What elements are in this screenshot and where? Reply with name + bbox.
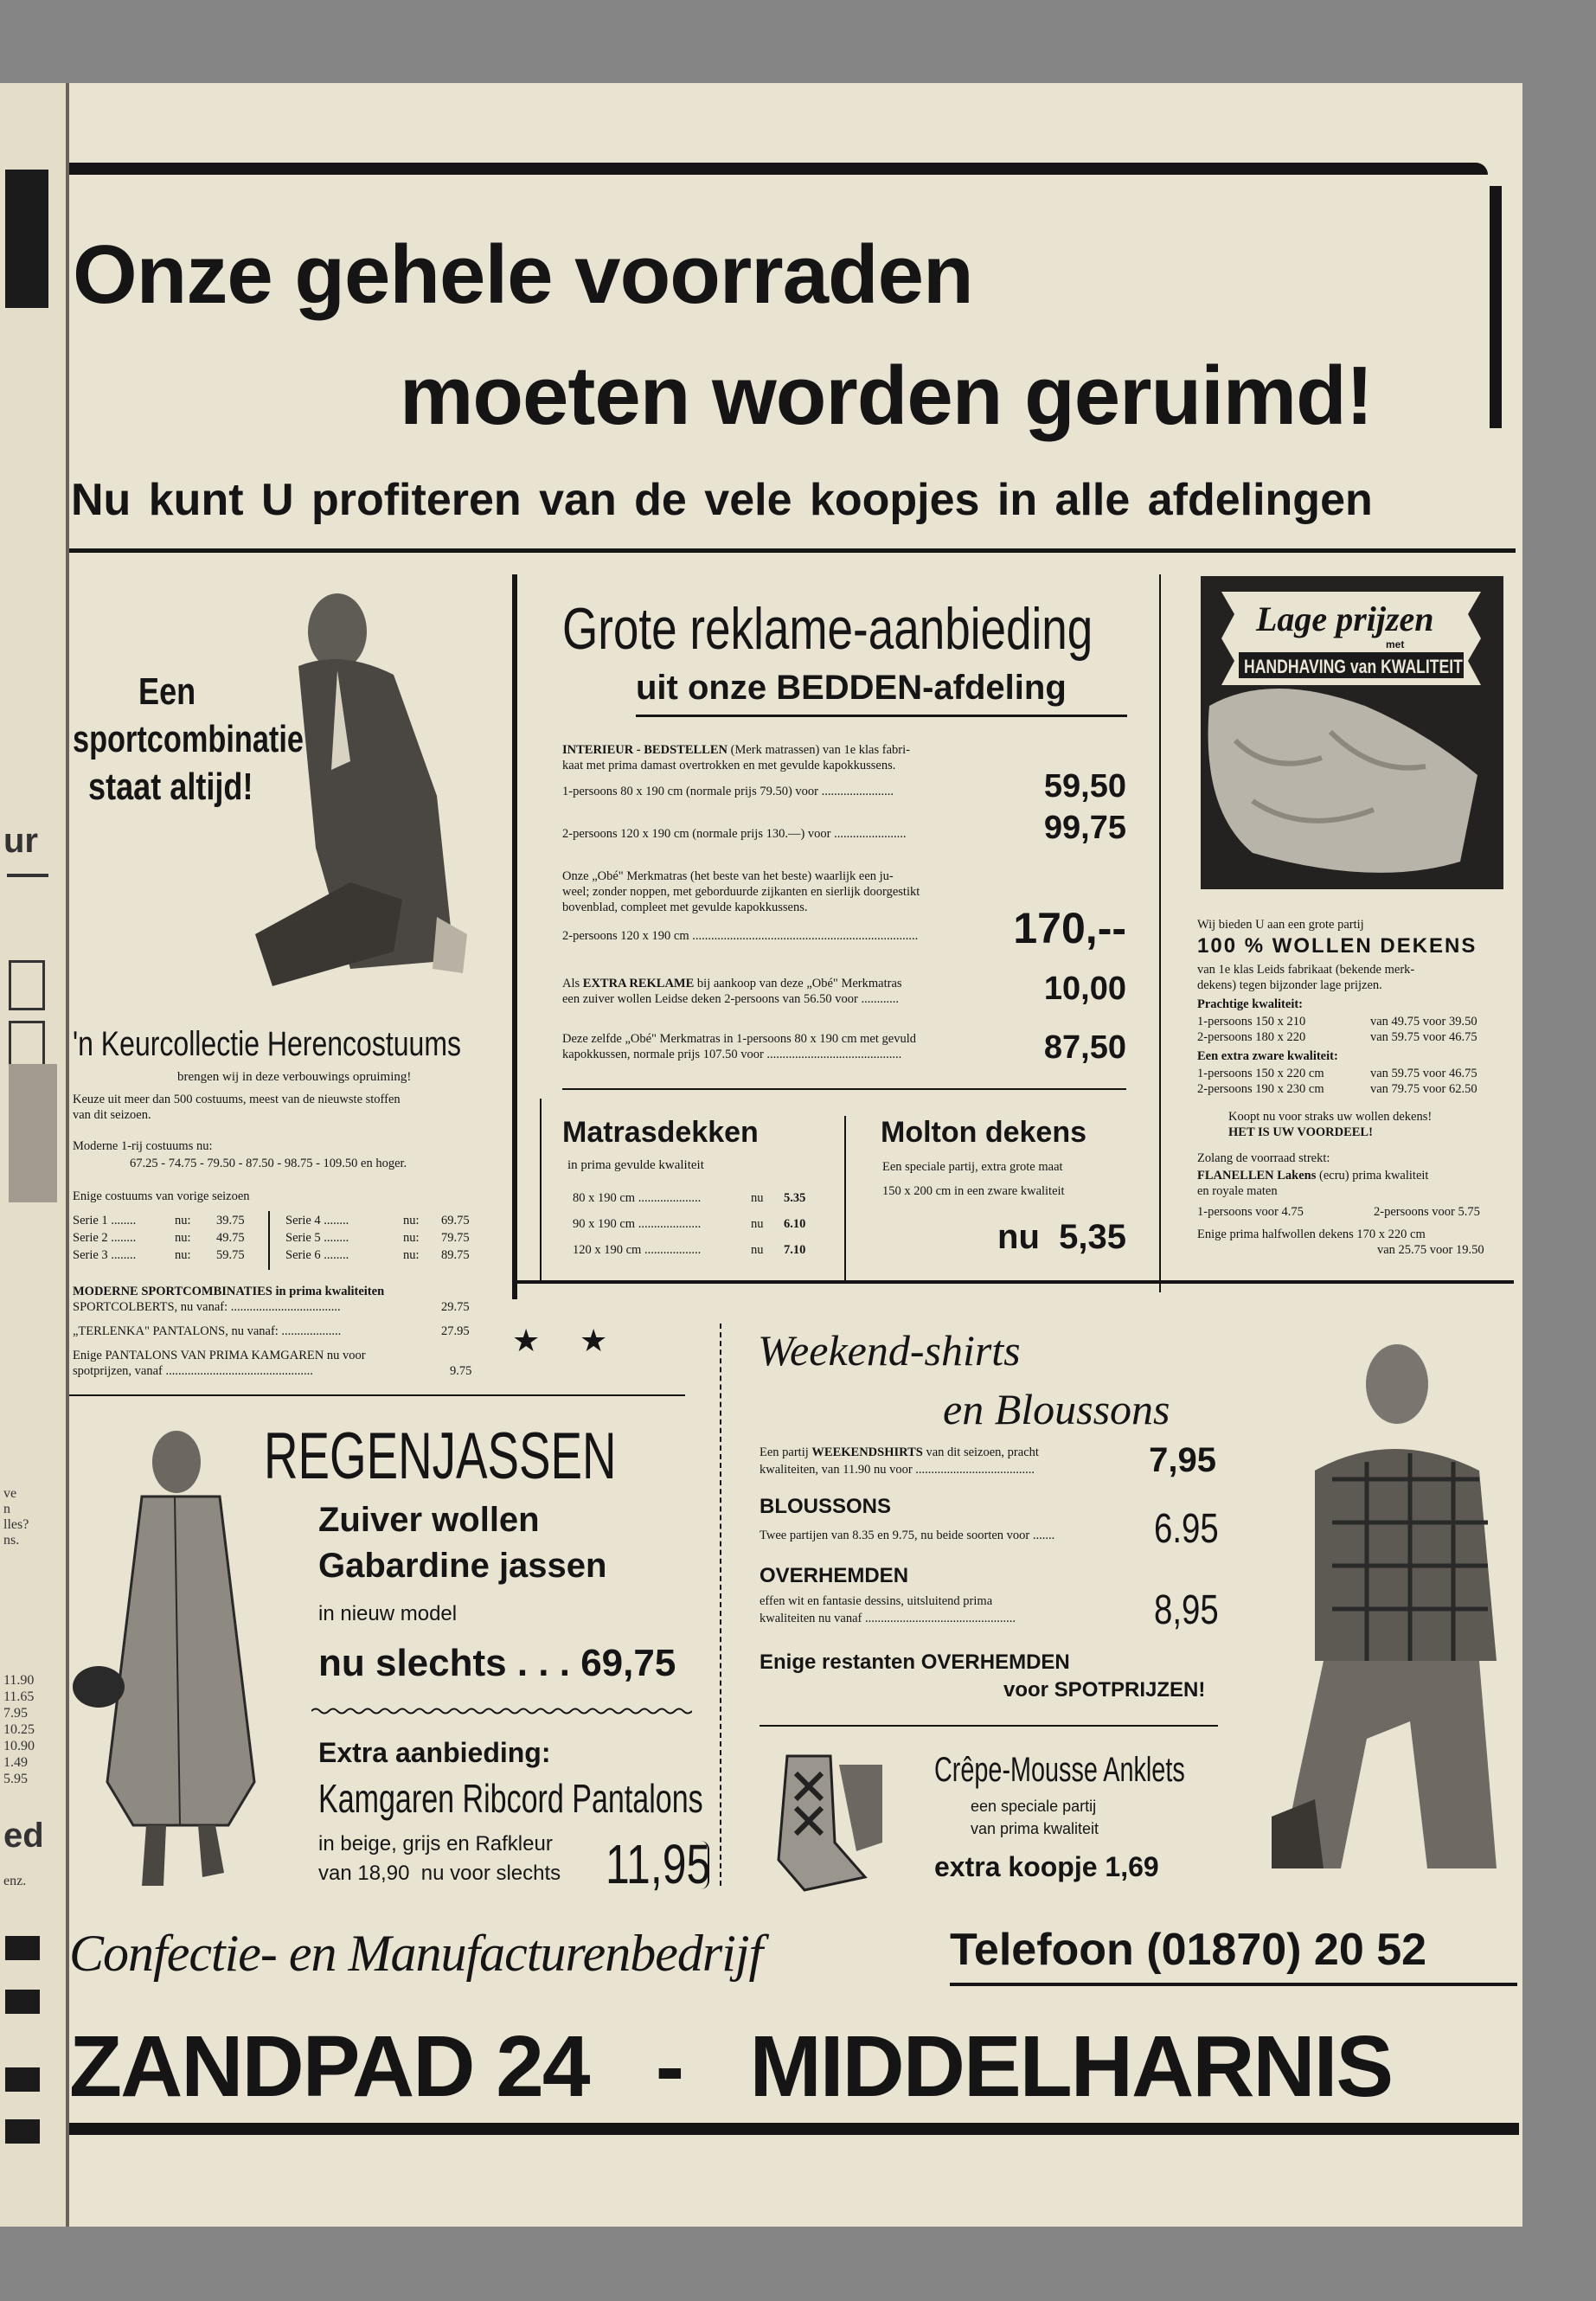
left-margin-fragment: 11.65 [3,1689,35,1704]
bed-item-line: 2-persoons 120 x 190 cm ........................................................................ [562,929,919,943]
banner-met: met [1386,638,1405,651]
left-margin-bar [5,1936,40,1960]
shirt-man-illustration [1263,1332,1514,1886]
blankets-koopt: Koopt nu voor straks uw wollen dekens! [1228,1110,1433,1124]
matras-row: 120 x 190 cm .................. nu 7.10 [573,1243,806,1257]
bed-item-line: Onze „Obé" Merkmatras (het beste van het beste) waarlijk een ju- [562,869,894,883]
left-margin-fragment-block [5,170,48,308]
left-section-rule [69,1394,685,1396]
series-row: Serie 3 ........ nu: 59.75 [73,1248,245,1262]
restanten-line1: Enige restanten OVERHEMDEN [760,1650,1070,1674]
offer-price: 27.95 [441,1324,470,1338]
matras-row: 90 x 190 cm .................... nu 6.10 [573,1217,806,1231]
left-margin-fragment: enz. [3,1874,27,1888]
socks-illustration [753,1747,900,1894]
coats-price-bracket [701,1841,709,1889]
anklets-title: Crêpe-Mousse Anklets [934,1751,1185,1789]
right-section-rule [517,1280,1514,1284]
matras-title: Matrasdekken [562,1116,759,1149]
enige-label: Enige costuums van vorige seizoen [73,1189,250,1203]
footer-phone-underline [950,1983,1517,1986]
bed-price: 170,-- [1013,904,1126,952]
matras-molton-divider [844,1116,846,1282]
coats-van: van 18,90 nu voor slechts [318,1862,561,1885]
wavy-divider [311,1704,692,1713]
overhemden-price: 8,95 [1154,1587,1219,1633]
moderne-label: Moderne 1-rij costuums nu: [73,1139,213,1153]
offer-price: 9.75 [450,1364,472,1378]
bed-item-line: Deze zelfde „Obé" Merkmatras in 1-persoons 80 x 190 cm met gevuld [562,1032,916,1046]
footer-address: ZANDPAD 24 - MIDDELHARNIS [69,2018,1393,2115]
blanket-row-price: van 79.75 voor 62.50 [1370,1082,1477,1096]
headline-line3: Nu kunt U profiteren van de vele koopjes in alle afdelingen [71,475,1373,525]
blankets-desc: dekens) tegen bijzonder lage prijzen. [1197,978,1382,992]
offer-sportcolberts: SPORTCOLBERTS, nu vanaf: ................................... [73,1300,341,1314]
restanten-line2: voor SPOTPRIJZEN! [1003,1678,1206,1702]
headline-line1: Onze gehele voorraden [73,228,973,321]
left-margin-fragment: ur [3,822,38,860]
coats-kamgaren: Kamgaren Ribcord Pantalons [318,1776,703,1821]
coats-price-line: nu slechts . . . 69,75 [318,1642,676,1684]
bloussons-price: 6.95 [1154,1506,1219,1552]
series-row: Serie 5 ........ nu: 79.75 [285,1231,470,1245]
left-margin-box [9,960,45,1010]
bed-item-line: 2-persoons 120 x 190 cm (normale prijs 130.—) voor ....................... [562,827,907,841]
overhemden-line: kwaliteiten nu vanaf ................................................ [760,1612,1016,1625]
left-margin-fragment: n [3,1502,10,1516]
coats-sub2: Gabardine jassen [318,1547,607,1585]
slogan-line1: Een [138,670,196,713]
sport-man-illustration [221,588,471,1000]
beds-right-rule [1159,574,1161,1292]
molton-title: Molton dekens [881,1116,1087,1149]
blankets-halfwol: van 25.75 voor 19.50 [1377,1243,1484,1257]
blanket-row-price: van 59.75 voor 46.75 [1370,1067,1477,1080]
ws-price: 7,95 [1149,1441,1216,1479]
left-margin-fragment: 5.95 [3,1772,28,1786]
footer-phone: Telefoon (01870) 20 52 [950,1925,1427,1975]
offer-sportcombinaties: MODERNE SPORTCOMBINATIES in prima kwaliteiten [73,1285,385,1298]
footer-company: Confectie- en Manufacturenbedrijf [69,1925,763,1982]
series-row: Serie 1 ........ nu: 39.75 [73,1214,245,1227]
offer-terlenka: „TERLENKA" PANTALONS, nu vanaf: ................... [73,1324,342,1338]
blanket-row: 1-persoons 150 x 220 cm [1197,1067,1324,1080]
blankets-title: 100 % WOLLEN DEKENS [1197,934,1477,958]
left-margin-fragment: ed [3,1817,44,1855]
left-margin-fragment: ve [3,1486,17,1501]
bed-item-line: weel; zonder noppen, met geborduurde zijkanten en sierlijk doorgestikt [562,885,920,899]
bed-price: 10,00 [1043,971,1126,1007]
series-row: Serie 6 ........ nu: 89.75 [285,1248,470,1262]
keuze-line2: van dit seizoen. [73,1108,151,1122]
matras-subtitle: in prima gevulde kwaliteit [567,1158,704,1172]
blankets-flanellen: FLANELLEN Lakens (ecru) prima kwaliteit [1197,1169,1429,1183]
blanket-row-price: van 59.75 voor 46.75 [1370,1030,1477,1044]
left-margin-figure [9,1064,57,1202]
molton-line: 150 x 200 cm in een zware kwaliteit [882,1184,1065,1198]
blanket-row: 2-persoons 190 x 230 cm [1197,1082,1324,1096]
stars-ornament: ★ ★ [512,1324,608,1359]
bed-item-line: 1-persoons 80 x 190 cm (normale prijs 79.50) voor ....................... [562,785,894,798]
offer-price: 29.75 [441,1300,470,1314]
blankets-desc: van 1e klas Leids fabrikaat (bekende merk- [1197,963,1415,977]
matras-left-rule [540,1099,542,1282]
bloussons-title: BLOUSSONS [760,1495,892,1518]
bloussons-line: Twee partijen van 8.35 en 9.75, nu beide soorten voor ....... [760,1529,1055,1542]
blankets-banner [1221,592,1481,685]
shirts-divider [760,1725,1218,1727]
molton-line: Een speciale partij, extra grote maat [882,1160,1063,1174]
headline-line2: moeten worden geruimd! [400,349,1373,442]
bed-price: 99,75 [1043,810,1126,846]
blankets-halfwol: Enige prima halfwollen dekens 170 x 220 cm [1197,1227,1426,1241]
left-margin-fragment: lles? [3,1517,29,1532]
footer-bottom-rule [69,2123,1519,2135]
beds-subtitle-underline [636,715,1127,717]
offer-pantalons: Enige PANTALONS VAN PRIMA KAMGAREN nu voor [73,1349,366,1362]
slogan-line2: sportcombinatie [73,718,304,760]
blanket-row: 1-persoons 150 x 210 [1197,1015,1306,1029]
coats-colors: in beige, grijs en Rafkleur [318,1832,553,1856]
blankets-prachtige: Prachtige kwaliteit: [1197,997,1304,1011]
matras-row: 80 x 190 cm .................... nu 5.35 [573,1191,806,1205]
series-divider [268,1211,270,1270]
overhemden-title: OVERHEMDEN [760,1564,909,1587]
bed-item-line: INTERIEUR - BEDSTELLEN (Merk matrassen) van 1e klas fabri- [562,743,910,757]
collection-title: 'n Keurcollectie Herencostuums [73,1025,461,1063]
collection-intro: brengen wij in deze verbouwings opruiming! [177,1070,412,1084]
raincoat-man-illustration [73,1419,289,1894]
ws-line: kwaliteiten, van 11.90 nu voor ...................................... [760,1463,1035,1477]
bed-item-line: Als EXTRA REKLAME bij aankoop van deze „Obé" Merkmatras [562,977,902,990]
series-row: Serie 4 ........ nu: 69.75 [285,1214,470,1227]
bed-item-line: kapokkussen, normale prijs 107.50 voor ........................................... [562,1048,902,1061]
offer-spotprijzen: spotprijzen, vanaf ............................................... [73,1364,313,1378]
bed-price: 87,50 [1043,1029,1126,1066]
moderne-prices: 67.25 - 74.75 - 79.50 - 87.50 - 98.75 - 109.50 en hoger. [130,1157,407,1170]
anklets-price: extra koopje 1,69 [934,1851,1159,1882]
ws-line: Een partij WEEKENDSHIRTS van dit seizoen, pracht [760,1445,1039,1459]
top-frame-rule [69,163,1488,175]
keuze-line1: Keuze uit meer dan 500 costuums, meest van de nieuwste stoffen [73,1093,401,1106]
lakens-row: 1-persoons voor 4.75 [1197,1205,1304,1219]
blankets-zware: Een extra zware kwaliteit: [1197,1049,1338,1063]
bed-item-line: een zuiver wollen Leidse deken 2-persoons van 56.50 voor ............ [562,992,899,1006]
headline-rule [69,548,1516,553]
blankets-zolang: Zolang de voorraad strekt: [1197,1151,1330,1165]
coats-price: 11,95 [606,1833,711,1895]
beds-divider [562,1088,1126,1090]
left-margin-fragment: 11.90 [3,1673,35,1688]
banner-text: HANDHAVING van KWALITEIT [1244,656,1463,677]
coats-shirts-divider [720,1324,723,1886]
beds-title: Grote reklame-aanbieding [562,596,1093,662]
coats-model: in nieuw model [318,1602,458,1625]
overhemden-line: effen wit en fantasie dessins, uitsluitend prima [760,1594,993,1608]
bed-price: 59,50 [1043,768,1126,804]
bed-item-line: kaat met prima damast overtrokken en met gevulde kapokkussens. [562,759,896,772]
blanket-row-price: van 49.75 voor 39.50 [1370,1015,1477,1029]
top-frame-right-rule [1490,186,1502,428]
left-margin-fragment: 7.95 [3,1706,28,1721]
coats-sub1: Zuiver wollen [318,1501,540,1539]
blankets-intro: Wij bieden U aan een grote partij [1197,918,1364,932]
left-margin-fragment: 1.49 [3,1755,28,1770]
left-margin-bar [5,2119,40,2144]
shirts-title2: en Bloussons [943,1385,1170,1433]
series-row: Serie 2 ........ nu: 49.75 [73,1231,245,1245]
left-margin-bar [5,1990,40,2014]
coats-title: REGENJASSEN [264,1420,617,1493]
left-margin-fragment: 10.90 [3,1739,35,1753]
molton-price: nu 5,35 [997,1218,1126,1256]
left-margin-fragment: ns. [3,1533,20,1548]
bed-item-line: bovenblad, compleet met gevulde kapokkussens. [562,901,808,914]
beds-subtitle: uit onze BEDDEN-afdeling [636,669,1067,707]
anklets-line1: een speciale partij [971,1798,1097,1815]
anklets-line2: van prima kwaliteit [971,1820,1099,1837]
coats-extra: Extra aanbieding: [318,1737,551,1768]
lakens-row: 2-persoons voor 5.75 [1374,1205,1480,1219]
banner-script: Lage prijzen [1256,599,1434,638]
left-margin-bar [5,2067,40,2092]
shirts-title1: Weekend-shirts [758,1326,1021,1375]
left-margin-rule [7,874,48,877]
beds-left-rule [512,574,517,1299]
left-margin-fragment: 10.25 [3,1722,35,1737]
slogan-line3: staat altijd! [88,766,253,808]
blankets-voordeel: HET IS UW VOORDEEL! [1228,1125,1373,1139]
blanket-row: 2-persoons 180 x 220 [1197,1030,1306,1044]
blankets-flanellen: en royale maten [1197,1184,1278,1198]
